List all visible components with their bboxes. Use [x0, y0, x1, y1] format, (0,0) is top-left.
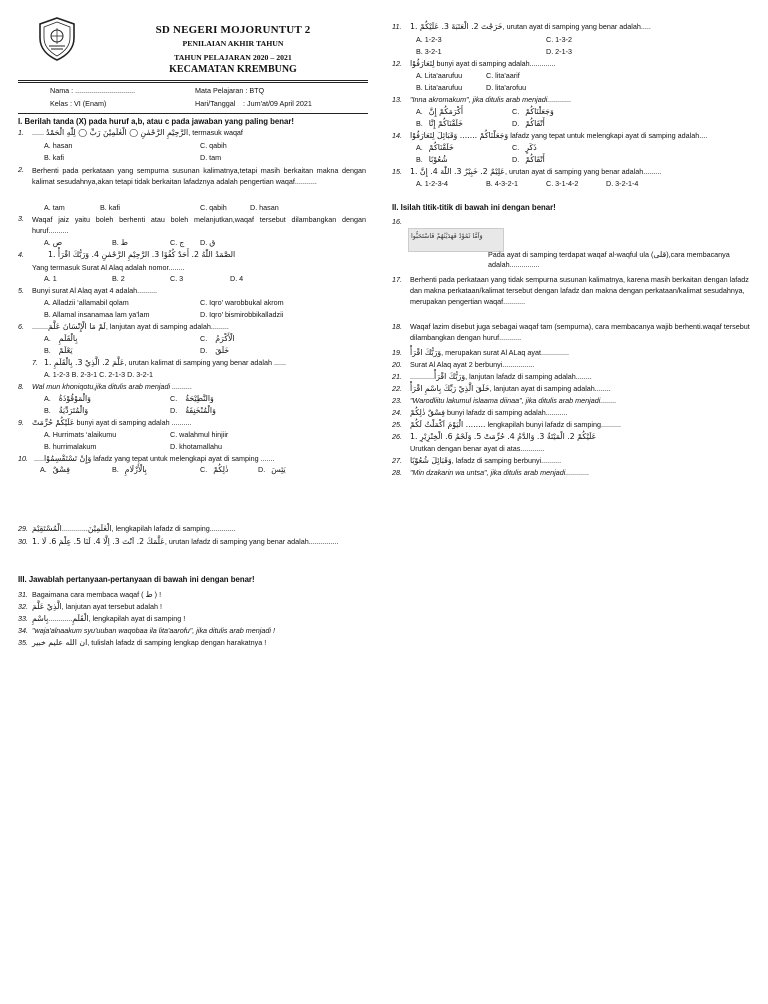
header-divider-thin: [18, 82, 368, 83]
q4-option-a[interactable]: A. 1: [44, 274, 57, 283]
q10-arabic: وَإِنْ تَسْتَقْسِمُوْا: [44, 454, 92, 463]
q13-option-b[interactable]: B. خَلَقْنَاكُمْ إِنَّا: [416, 119, 463, 128]
q13-option-c[interactable]: C. وَجَعَلْنَاكُمْ: [512, 107, 554, 116]
q8-option-c[interactable]: C. وَالنَّطِيْحَةُ: [170, 394, 214, 403]
q3-option-a[interactable]: A. ص: [44, 238, 63, 247]
q11-option-b[interactable]: B. 3-2-1: [416, 47, 442, 56]
q15-option-c[interactable]: C. 3-1-4-2: [546, 179, 579, 188]
q26-instruction: Urutkan dengan benar ayat di atas............: [410, 444, 545, 453]
q4-arabic: 1. الصَّمَدُ اللّٰهُ 2. أَحَدٌ كُفُوًا 3. الرَّحِيْمِ الرَّحْمٰنِ 4. وَرَبُّكَ اقْرَأْ: [48, 250, 236, 259]
q3-option-c[interactable]: C. ج: [170, 238, 185, 247]
q3-option-b[interactable]: B. ط: [112, 238, 129, 247]
q7-options[interactable]: A. 1-2-3 B. 2-3-1 C. 2-1-3 D. 3-2-1: [44, 370, 154, 379]
q2-option-b[interactable]: B. kafi: [100, 203, 120, 212]
q12-option-a[interactable]: A. Lita'aarufuu: [416, 71, 463, 80]
q30-arabic: 1. عَلَّمَكَ 2. اَنْتَ 3. اِلَّا 4. لَنَا 5. عِلْمَ 6. لَا: [32, 537, 165, 546]
q7-arabic: 1. عَلَّمَ 2. الَّذِيْ 3. بِالْقَلَمِ: [44, 358, 125, 367]
q4-option-d[interactable]: D. 4: [230, 274, 244, 283]
q2-option-d[interactable]: D. hasan: [250, 203, 279, 212]
q16-text: Pada ayat di samping terdapat waqaf al-waqful ula (قلى),cara membacanya adalah...............: [488, 250, 730, 269]
q9-option-d[interactable]: D. khotamallahu: [170, 442, 222, 451]
q9-option-b[interactable]: B. hurrimalakum: [44, 442, 97, 451]
q6-option-a[interactable]: A. بِالْقَلَمِ: [44, 334, 78, 343]
q10-option-d[interactable]: D. يَئِسَ: [258, 465, 286, 474]
q10-option-b[interactable]: B. بِالْأَزْلَامِ: [112, 465, 147, 474]
q12-option-d[interactable]: D. lita'arofuu: [486, 83, 527, 92]
q4-text: Yang termasuk Surat Al Alaq adalah nomor........: [32, 263, 185, 272]
q8-option-a[interactable]: A. وَالْمَوْقُوْذَةُ: [44, 394, 91, 403]
q4-option-b[interactable]: B. 2: [112, 274, 125, 283]
q6-option-d[interactable]: D. خَلَقَ: [200, 346, 230, 355]
q9-option-c[interactable]: C. walahmul hinjiir: [170, 430, 229, 439]
q11-option-c[interactable]: C. 1-3-2: [546, 35, 572, 44]
q8-option-b[interactable]: B. وَالْمُتَرَدِّيَةُ: [44, 406, 89, 415]
q2-option-a[interactable]: A. tam: [44, 203, 65, 212]
q15-option-a[interactable]: A. 1-2-3-4: [416, 179, 448, 188]
q9-option-a[interactable]: A. Hurrimats ‘alaikumu: [44, 430, 117, 439]
q14-option-c[interactable]: C. ذَكَرٍ: [512, 143, 537, 152]
district-name: KECAMATAN KREMBUNG: [169, 64, 297, 75]
q13-option-d[interactable]: D. أَتْقَاكُمْ: [512, 119, 545, 128]
q6-arabic: لَمْ مَا الْإِنْسَانَ عَلَّمَ: [47, 322, 106, 331]
q13-option-a[interactable]: A. أَكْرَمَكُمْ إِنَّ: [416, 107, 464, 116]
q12-option-b[interactable]: B. Lita'aarufuu: [416, 83, 463, 92]
q1-option-d[interactable]: D. tam: [200, 153, 222, 162]
q1-option-b[interactable]: B. kafi: [44, 153, 64, 162]
mapel-field: Mata Pelajaran : BTQ: [195, 86, 265, 95]
q15-option-d[interactable]: D. 3-2-1-4: [606, 179, 639, 188]
q1-option-a[interactable]: A. hasan: [44, 141, 73, 150]
q1-arabic: الرَّحِيْمِ الرَّحْمٰنِ ◯ الْعٰلَمِيْنَ رَبِّ ◯ لِلّٰهِ الْحَمْدُ: [45, 128, 189, 137]
q16-verse-image: وَاَمَّا ثَمُوْدُ فَهَدَيْنٰهُمْ فَاسْتَحَبُّوا: [408, 228, 504, 252]
emblem-icon: [34, 16, 80, 62]
info-divider: [18, 113, 368, 114]
q1-option-c[interactable]: C. qabih: [200, 141, 227, 150]
school-logo: [34, 16, 80, 62]
q2-option-c[interactable]: C. qabih: [200, 203, 227, 212]
q10-option-c[interactable]: C. ذٰلِكُمْ: [200, 465, 229, 474]
q3-option-d[interactable]: D. ق: [200, 238, 216, 247]
q11-option-a[interactable]: A. 1-2-3: [416, 35, 442, 44]
q9-arabic: عَلَيْكُمْ حُرِّمَتْ: [32, 418, 75, 427]
q4-option-c[interactable]: C. 3: [170, 274, 184, 283]
q15-option-b[interactable]: B. 4-3-2-1: [486, 179, 518, 188]
school-year: TAHUN PELAJARAN 2020 – 2021: [174, 53, 292, 62]
kelas-field: Kelas : VI (Enam): [50, 99, 107, 108]
q5-option-d[interactable]: D. Iqro' bismirobbikalladzii: [200, 310, 284, 319]
q14-option-b[interactable]: B. شُعُوْبًا: [416, 155, 448, 164]
q8-option-d[interactable]: D. وَالْمُنْخَنِقَةُ: [170, 406, 216, 415]
hari-label: Hari/Tanggal: [195, 99, 236, 108]
school-name: SD NEGERI MOJORUNTUT 2: [155, 24, 311, 36]
q11-option-d[interactable]: D. 2-1-3: [546, 47, 572, 56]
q5-option-a[interactable]: A. Alladzii ‘allamabil qolam: [44, 298, 129, 307]
section-3-title: III. Jawablah pertanyaan-pertanyaan di bawah ini dengan benar!: [18, 575, 255, 584]
q10-option-a[interactable]: A. فِسْقٌ: [40, 465, 70, 474]
q12-option-c[interactable]: C. lita'aarif: [486, 71, 520, 80]
q5-option-b[interactable]: B. Allamal insanamaa lam ya’lam: [44, 310, 150, 319]
q14-option-d[interactable]: D. أَتْقَاكُمْ: [512, 155, 545, 164]
section-2-title: II. Isilah titik-titik di bawah ini dengan benar!: [392, 203, 556, 212]
q6-option-b[interactable]: B. يَعْلَمْ: [44, 346, 73, 355]
header-divider: [18, 80, 368, 81]
q6-option-c[interactable]: C. الْأَكْرَمُ: [200, 334, 235, 343]
exam-title: PENILAIAN AKHIR TAHUN: [182, 39, 284, 48]
nama-field: Nama : ..............................: [50, 86, 136, 95]
section-1-title: I. Berilah tanda (X) pada huruf a,b, atau c pada jawaban yang paling benar!: [18, 117, 294, 126]
hari-value: : Jum'at/09 April 2021: [243, 99, 312, 108]
q14-option-a[interactable]: A. خَلَقْنَاكُمْ: [416, 143, 454, 152]
q5-option-c[interactable]: C. Iqro' warobbukal akrom: [200, 298, 284, 307]
